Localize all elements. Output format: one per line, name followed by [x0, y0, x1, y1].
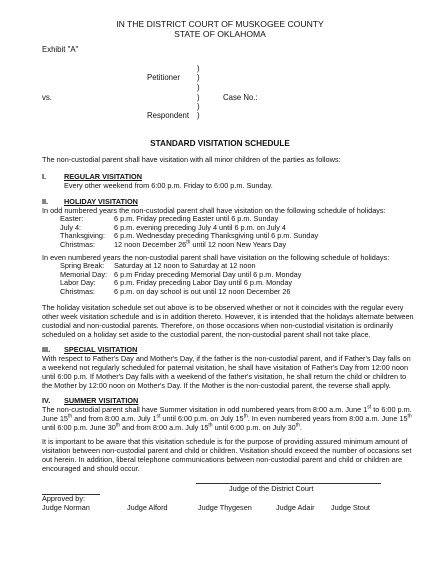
- section-number: I.: [42, 172, 47, 181]
- section-title: SUMMER VISITATION: [64, 396, 139, 405]
- holiday-label: Memorial Day:: [60, 269, 108, 279]
- holiday-schedule: 12 noon December 26th until 12 noon New Years Day: [114, 239, 287, 249]
- holiday-row: [60, 241, 318, 250]
- approved-by-label: Approved by:: [42, 494, 85, 503]
- holiday-label: Thanksgiving:: [60, 231, 106, 240]
- judge-name: Judge Norman: [42, 503, 90, 512]
- even-years-holiday-table: [60, 262, 301, 296]
- caption-bracket: ): [197, 111, 200, 120]
- holiday-label: Labor Day:: [60, 278, 96, 287]
- closing-paragraph: It is important to be aware that this visitation schedule is for the purpose of providing assured minimum amount of visitation between non-custodial parent and child or children. Visitation should exceed the number of occasions set out herein. In addition, liberal telephone communications between non-custodial parent and child or children are encouraged and should occur.: [42, 437, 412, 473]
- holiday-row: [60, 288, 301, 297]
- holiday-label: Easter:: [60, 214, 84, 223]
- holiday-schedule: 6 p.m. Friday preceding Labor Day until 6 p.m. Monday: [114, 278, 293, 287]
- holiday-schedule: 6 p.m. evening preceding July 4 until 6 p.m. on July 4: [114, 222, 286, 232]
- even-years-intro: In even numbered years the non-custodial parent shall have visitation on the following schedule of holidays:: [42, 253, 390, 262]
- section-title: REGULAR VISITATION: [64, 172, 142, 181]
- document-title: STANDARD VISITATION SCHEDULE: [150, 139, 290, 148]
- case-number-label: Case No.:: [223, 93, 258, 102]
- caption-bracket: ): [197, 102, 200, 111]
- judge-name: Judge Thygesen: [198, 503, 252, 512]
- section-number: IV.: [42, 396, 51, 405]
- approval-line: [42, 494, 100, 495]
- respondent-label: Respondent: [147, 111, 190, 120]
- caption-bracket: ): [197, 73, 200, 82]
- holiday-label: Christmas:: [60, 239, 95, 249]
- caption-bracket: ): [197, 64, 200, 73]
- odd-years-intro: In odd numbered years the non-custodial parent shall have visitation on the following schedule of holidays:: [42, 206, 386, 215]
- holiday-label: Spring Break:: [60, 261, 105, 270]
- holiday-label: July 4:: [60, 222, 82, 232]
- holiday-schedule: 6 p.m. Wednesday preceding Thanksgiving until 6 p.m. Sunday: [114, 231, 319, 240]
- judge-name: Judge Alford: [127, 503, 168, 512]
- judge-name: Judge Adair: [276, 503, 315, 512]
- holiday-note: The holiday visitation schedule set out above is to be observed whether or not it coincides with the regular every other week visitation schedule and is in addition thereto. However, it is intended that the holidays alternate between custodial and non-custodial parents. Therefore, on those occasions when non-custodial visitation is ordinarily scheduled on a holiday set aside to the custodial parent, the non-custodial parent shall not take place.: [42, 303, 414, 339]
- section-title: SPECIAL VISITATION: [64, 345, 138, 354]
- section-summer-heading: [42, 396, 138, 405]
- summer-visitation-text: The non-custodial parent shall have Summer visitation in odd numbered years from 8:00 a.m. June 1st to 6:00 p.m. June 15th and from 8:00 a.m. July 1st until 6:00 p.m. on July 15th. In even numbered years from 8:00 a.m. June 15th until 6:00 p.m. June 30th and from 8:00 a.m. July 15th until 6:00 p.m. on July 30th.: [42, 404, 412, 432]
- intro-text: The non-custodial parent shall have visitation with all minor children of the parties as follows:: [42, 155, 341, 164]
- vs-label: vs.: [42, 93, 52, 102]
- section-special-heading: [42, 345, 137, 354]
- regular-visitation-text: Every other weekend from 6:00 p.m. Friday to 6:00 p.m. Sunday.: [64, 181, 273, 190]
- state-name: STATE OF OKLAHOMA: [174, 29, 266, 39]
- holiday-schedule: 6 p.m. on day school is out until 12 noon December 26: [114, 286, 291, 296]
- section-regular-heading: [42, 172, 142, 181]
- judge-name: Judge Stout: [331, 503, 370, 512]
- court-name: IN THE DISTRICT COURT OF MUSKOGEE COUNTY: [116, 19, 324, 29]
- special-visitation-text: With respect to Father's Day and Mother's Day, if the father is the non-custodial parent, and if Father's Day falls on a weekend not regularly scheduled for paternal visitation, he shall have visitation of Father's Day from 12:00 noon until 6:00 p.m. If Mother's Day falls with a weekend of the father's visitation, he shall return the child or children to the Mother by 12:00 noon on Mother's Day. If the Mother is the non-custodial parent, the reverse shall apply.: [42, 354, 411, 390]
- section-number: III.: [42, 345, 51, 354]
- exhibit-label: Exhibit "A": [42, 45, 79, 54]
- holiday-schedule: Saturday at 12 noon to Saturday at 12 noon: [114, 261, 256, 270]
- holiday-label: Christmas:: [60, 286, 95, 296]
- holiday-schedule: 6 p.m Friday preceding Memorial Day until 6 p.m. Monday: [114, 269, 302, 279]
- odd-years-holiday-table: [60, 215, 318, 249]
- section-holiday-heading: [42, 197, 138, 206]
- holiday-schedule: 6 p.m. Friday preceding Easter until 6 p.m. Sunday: [114, 214, 279, 223]
- petitioner-label: Petitioner: [147, 73, 180, 82]
- caption-bracket: ): [197, 83, 200, 92]
- caption-bracket: ): [197, 93, 200, 102]
- section-title: HOLIDAY VISITATION: [64, 197, 138, 206]
- judge-line-label: Judge of the District Court: [229, 484, 314, 493]
- section-number: II.: [42, 197, 49, 206]
